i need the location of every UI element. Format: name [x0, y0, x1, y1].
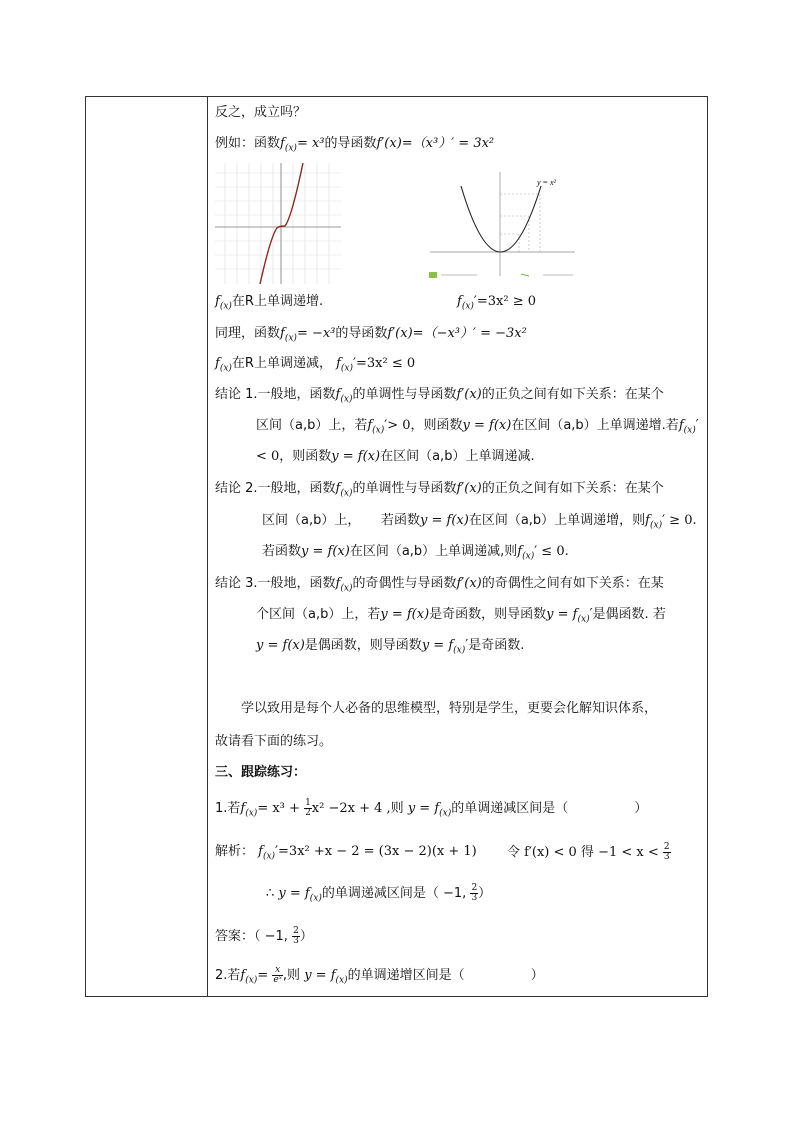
solution-line: 解析： $f_{(x)}'=3x^2 +x - 2 = (3x - 2)(x + 1)$ — [215, 844, 477, 862]
text-line: 反之，成立吗？ — [215, 105, 307, 120]
question-2: 2.若$f_{(x)}=$ $\frac{x}{\text{eˣ}}$ ,则 $y = f_{(x)}$的单调递增区间是（ ） — [215, 965, 544, 986]
conclusion-2: 结论 2.一般地，函数$f_{(x)}$的单调性与导函数f′(x)的正负之间有如下关系：在某个 — [215, 481, 664, 499]
paragraph: 学以致用是每个人必备的思维模型，特别是学生，更要会化解知识体系， — [241, 701, 658, 716]
conclusion-3: 结论 3.一般地，函数$f_{(x)}$的奇偶性与导函数f′(x)的奇偶性之间有如下关系：在某 — [215, 576, 664, 594]
conclusion-1: 结论 1.一般地，函数$f_{(x)}$的单调性与导函数f′(x)的正负之间有如下关系：在某个 — [215, 387, 664, 405]
cubic-graph — [215, 163, 341, 284]
graph-label: y = x² — [537, 178, 556, 187]
text-line: 区间（a,b）上， 若函数y = f(x)在区间（a,b）上单调递增，则$f_{(x)}' \ge 0$. — [262, 513, 697, 531]
fraction: $\frac{2}{3}$ — [471, 883, 478, 903]
text-line: $f_{(x)}$在R上单调递增. — [215, 294, 324, 312]
fraction: $\frac{1}{2}$ — [305, 798, 311, 818]
example-line: 例如：函数$f_{(x)}= x^3$的导函数f′(x)=（x³）′ = 3x² — [215, 136, 495, 154]
solution-result: ∴ $y = f_{(x)}$的单调递减区间是（ −1, $\frac{2}{3}$ ） — [266, 883, 492, 904]
text-line: $f_{(x)}$在R上单调递减， $f_{(x)}'=3x^2 \le 0$ — [215, 356, 416, 374]
solution-condition: 令 f′(x) < 0 得 −1 < x < $\frac{2}{3}$ — [507, 842, 670, 862]
parabola-graph — [425, 168, 577, 280]
fraction: $\frac{2}{3}$ — [293, 926, 299, 946]
question-1: 1.若$f_{(x)}= x^3$ + $\frac{1}{2}$ x² −2x + 4 ,则 $y = f_{(x)}$的单调递减区间是（ ） — [215, 798, 648, 819]
text-line: 区间（a,b）上，若$f_{(x)}'> 0$，则函数y = f(x)在区间（a,b）上单调递增.若$f_{(x)}'$ — [256, 418, 699, 436]
watermark-logo — [429, 272, 437, 278]
fraction: $\frac{x}{\text{eˣ}}$ — [273, 965, 282, 985]
text-line: 同理，函数$f_{(x)}= -x^3$的导函数f′(x)=（−x³）′ = −3x² — [215, 326, 527, 344]
table-column-divider — [207, 96, 208, 997]
text-line: < 0，则函数y = f(x)在区间（a,b）上单调递减. — [256, 449, 535, 464]
text-line: y = f(x)是偶函数，则导函数$y = f_{(x)}'$是奇函数. — [256, 638, 525, 656]
section-heading: 三、跟踪练习： — [215, 765, 307, 780]
text-line: 若函数y = f(x)在区间（a,b）上单调递减,则$f_{(x)}' \le 0$. — [262, 544, 569, 562]
fraction: $\frac{2}{3}$ — [663, 842, 670, 862]
text-line: $f_{(x)}'=3x^2 \ge 0$ — [457, 294, 537, 312]
answer-line: 答案：（ −1, $\frac{2}{3}$ ） — [215, 926, 313, 946]
text-line: 个区间（a,b）上，若y = f(x)是奇函数，则导函数$y = f_{(x)}'$是偶函数. 若 — [256, 607, 666, 625]
paragraph: 故请看下面的练习。 — [215, 734, 333, 749]
